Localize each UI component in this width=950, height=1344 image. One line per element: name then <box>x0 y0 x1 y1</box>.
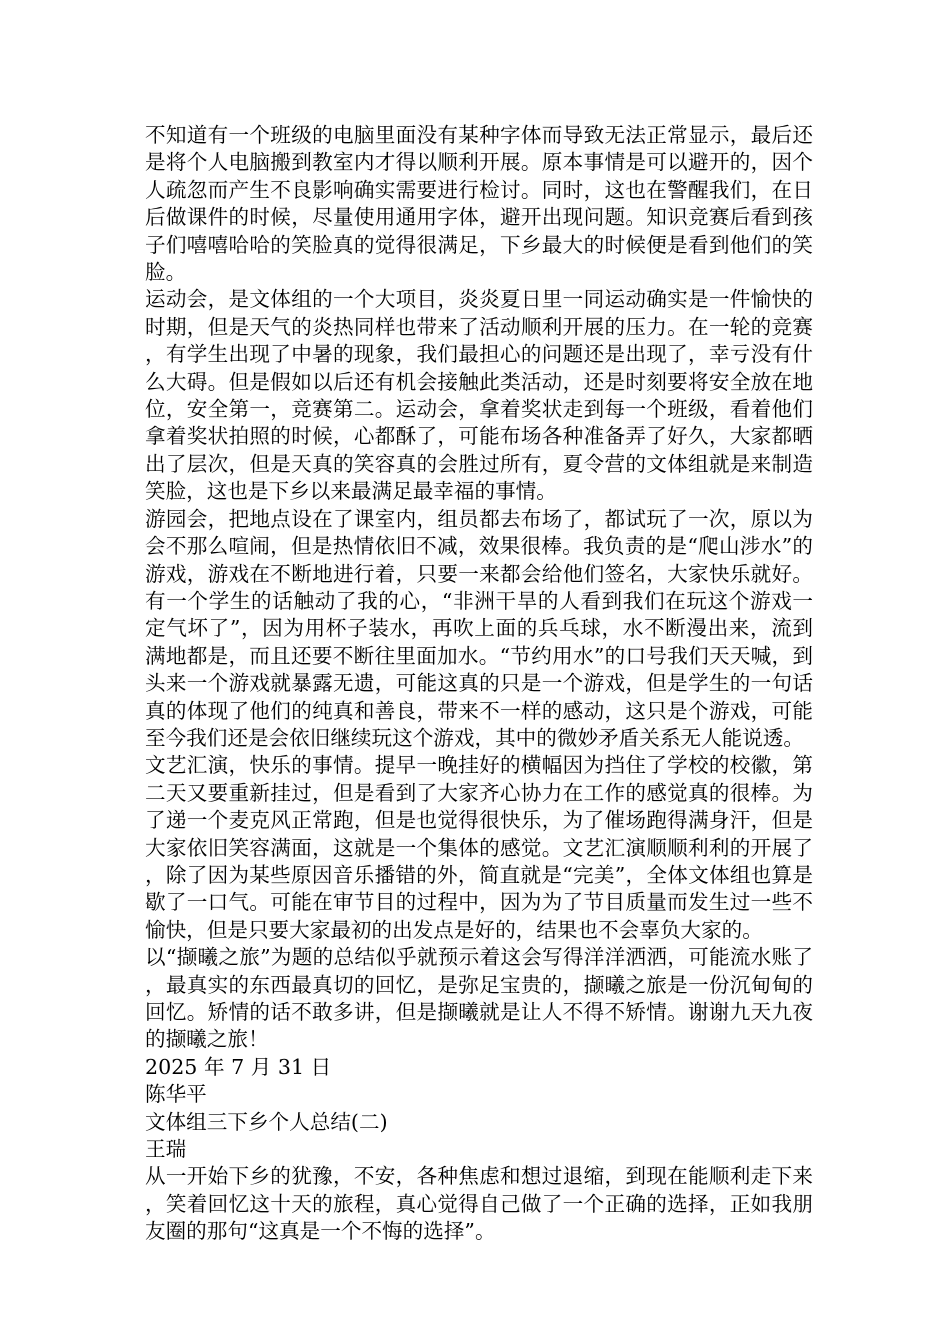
section-author-name: 王瑞 <box>145 1137 187 1162</box>
document-body <box>145 122 813 1246</box>
paragraph-art-performance: 文艺汇演，快乐的事情。提早一晚挂好的横幅因为挡住了学校的校徽，第二天又要重新挂过，但是看到了大家齐心协力在工作的感觉真的很棒。为了递一个麦克风正常跑，但是也觉得很快乐，为了催场跑得满身汗，但是大家依旧笑容满面，这就是一个集体的感觉。文艺汇演顺顺利利的开展了，除了因为某些原因音乐播错的外，简直就是“完美”，全体文体组也算是歇了一口气。可能在审节目的过程中，因为为了节目质量而发生过一些不愉快，但是只要大家最初的出发点是好的，结果也不会辜负大家的。 <box>145 753 813 942</box>
paragraph-sports-meet: 运动会，是文体组的一个大项目，炎炎夏日里一同运动确实是一件愉快的时期，但是天气的炎热同样也带来了活动顺利开展的压力。在一轮的竞赛，有学生出现了中暑的现象，我们最担心的问题还是出现了，幸亏没有什么大碍。但是假如以后还有机会接触此类活动，还是时刻要将安全放在地位，安全第一，竞赛第二。运动会，拿着奖状走到每一个班级，看着他们拿着奖状拍照的时候，心都酥了，可能布场各种准备弄了好久，大家都晒出了层次，但是天真的笑容真的会胜过所有，夏令营的文体组就是来制造笑脸，这也是下乡以来最满足最幸福的事情。 <box>145 287 813 504</box>
section-title: 文体组三下乡个人总结(二) <box>145 1109 388 1134</box>
paragraph-section-opening: 从一开始下乡的犹豫，不安，各种焦虑和想过退缩，到现在能顺利走下来，笑着回忆这十天的旅程，真心觉得自己做了一个正确的选择，正如我朋友圈的那句“这真是一个不悔的选择”。 <box>145 1164 813 1244</box>
paragraph-classroom-font-issue: 不知道有一个班级的电脑里面没有某种字体而导致无法正常显示，最后还是将个人电脑搬到教室内才得以顺利开展。原本事情是可以避开的，因个人疏忽而产生不良影响确实需要进行检讨。同时，这也在警醒我们，在日后做课件的时候，尽量使用通用字体，避开出现问题。知识竞赛后看到孩子们嘻嘻哈哈的笑脸真的觉得很满足，下乡最大的时候便是看到他们的笑脸。 <box>145 123 813 285</box>
paragraph-closing-thoughts: 以“撷曦之旅”为题的总结似乎就预示着这会写得洋洋洒洒，可能流水账了，最真实的东西最真切的回忆，是弥足宝贵的，撷曦之旅是一份沉甸甸的回忆。矫情的话不敢多讲，但是撷曦就是让人不得不矫情。谢谢九天九夜的撷曦之旅！ <box>145 945 813 1052</box>
author-name: 陈华平 <box>145 1082 207 1107</box>
date-line: 2025 年 7 月 31 日 <box>145 1054 332 1079</box>
paragraph-garden-party: 游园会，把地点设在了课室内，组员都去布场了，都试玩了一次，原以为会不那么喧闹，但是热情依旧不减，效果很棒。我负责的是“爬山涉水”的游戏，游戏在不断地进行着，只要一来都会给他们签名，大家快乐就好。有一个学生的话触动了我的心，“非洲干旱的人看到我们在玩这个游戏一定气坏了”，因为用杯子装水，再吹上面的兵乓球，水不断漫出来，流到满地都是，而且还要不断往里面加水。“节约用水”的口号我们天天喊，到头来一个游戏就暴露无遗，可能这真的只是一个游戏，但是学生的一句话真的体现了他们的纯真和善良，带来不一样的感动，这只是个游戏，可能至今我们还是会依旧继续玩这个游戏，其中的微妙矛盾关系无人能说透。 <box>145 506 813 750</box>
